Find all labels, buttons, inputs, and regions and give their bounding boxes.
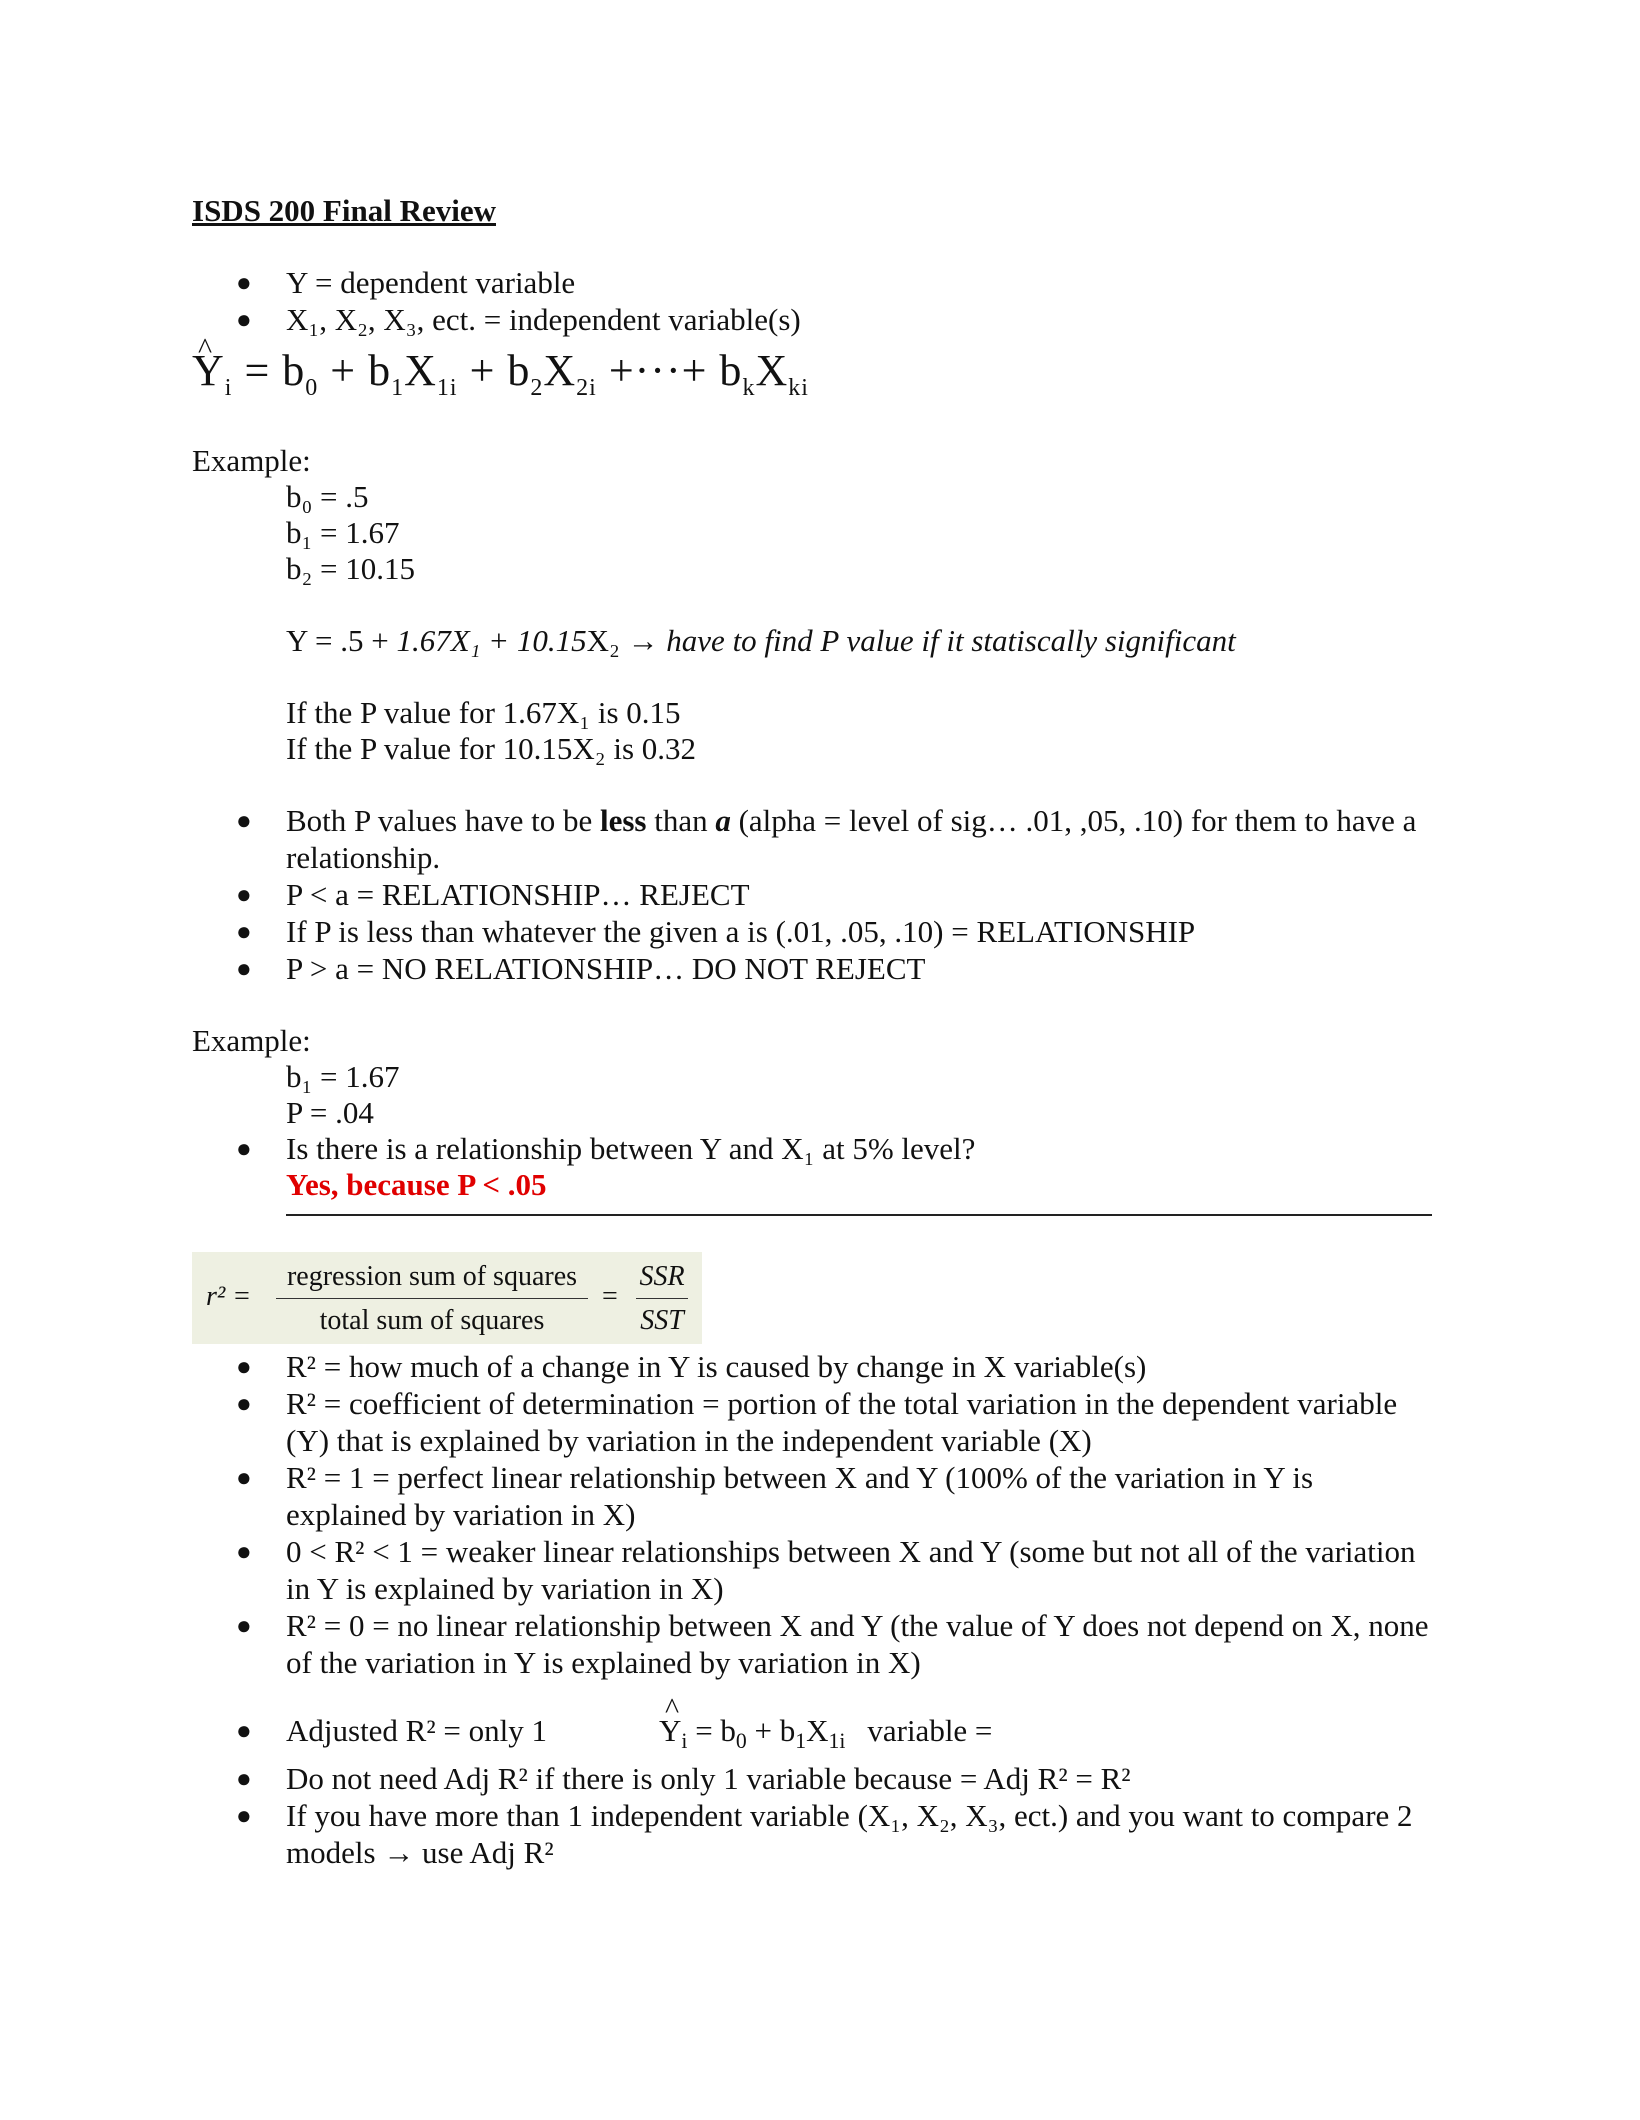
list-item: ● P > a = NO RELATIONSHIP… DO NOT REJECT xyxy=(236,951,926,986)
coefficient-b0: b₀ = .5 xyxy=(286,479,369,514)
bullet-icon: ● xyxy=(236,305,252,334)
bullet-icon: ● xyxy=(236,1537,252,1566)
list-item: ● Y = dependent variable xyxy=(236,265,576,300)
bullet-icon: ● xyxy=(236,954,252,983)
fraction-bar xyxy=(276,1298,588,1299)
example-equation: Y = .5 + 1.67X₁ + 10.15X₂ → have to find P value if it statiscally significant xyxy=(286,623,1236,658)
r-squared-list xyxy=(230,1348,1440,1681)
list-item: ● P < a = RELATIONSHIP… REJECT xyxy=(236,877,750,912)
bullet-icon: ● xyxy=(236,1764,252,1794)
bullet-icon: ● xyxy=(236,1716,252,1745)
p-value: P = .04 xyxy=(286,1095,374,1130)
coefficient-b2: b₂ = 10.15 xyxy=(286,551,416,586)
list-item: ● Is there is a relationship between Y and X₁ at 5% level? xyxy=(236,1131,976,1166)
example-label: Example: xyxy=(192,443,311,478)
r-squared-formula: r² = regression sum of squares total sum of squares = SSR SST xyxy=(192,1252,702,1344)
list-item: ● If you have more than 1 independent variable (X₁, X₂, X₃, ect.) and you want to compare 2 models → use Adj R² xyxy=(236,1798,1413,1871)
list-item: ● Do not need Adj R² if there is only 1 variable because = Adj R² = R² xyxy=(236,1761,1131,1797)
list-item: ● 0 < R² < 1 = weaker linear relationships between X and Y (some but not all of the variation in Y is explained by variation in X) xyxy=(236,1534,1416,1606)
bullet-icon: ● xyxy=(236,1134,252,1163)
adjusted-r-squared-list xyxy=(230,1712,1440,1871)
bullet-icon: ● xyxy=(236,880,252,909)
divider xyxy=(286,1214,1432,1216)
list-item: ● R² = coefficient of determination = portion of the total variation in the dependent variable (Y) that is explained by variation in the independent variable (X) xyxy=(236,1386,1398,1458)
coefficient-b1: b₁ = 1.67 xyxy=(286,1059,400,1094)
list-item: ● Adjusted R² = only 1^ $Y_i = b_0 + b_1X_{1i}$ variable = xyxy=(230,1712,1440,1760)
definitions-list xyxy=(230,264,1480,338)
list-item: ● If P is less than whatever the given a is (.01, .05, .10) = RELATIONSHIP xyxy=(236,914,1196,949)
bullet-icon: ● xyxy=(236,806,252,835)
p-value-rules-list xyxy=(230,802,1426,987)
fraction-bar xyxy=(636,1298,688,1299)
coefficient-b1: b₁ = 1.67 xyxy=(286,515,400,550)
answer-text: Yes, because P < .05 xyxy=(286,1167,547,1202)
arrow-right-icon: → xyxy=(619,623,667,658)
simple-regression-formula: ^ $Y_i = b_0 + b_1X_{1i}$ xyxy=(659,1712,845,1760)
regression-formula: ^ $Y_i = b_0 + b_1X_{1i} + b_2X_{2i}$ +···+ $b_kX_{ki}$ xyxy=(192,346,809,413)
example-label: Example: xyxy=(192,1023,311,1058)
bullet-icon: ● xyxy=(236,1611,252,1640)
bullet-icon: ● xyxy=(236,1463,252,1492)
bullet-icon: ● xyxy=(236,1352,252,1381)
p-value-line: If the P value for 10.15X₂ is 0.32 xyxy=(286,731,697,766)
page-title: ISDS 200 Final Review xyxy=(192,193,496,228)
list-item: ● X₁, X₂, X₃, ect. = independent variable(s) xyxy=(236,302,801,337)
list-item: ● R² = 0 = no linear relationship between X and Y (the value of Y does not depend on X, none of the variation in Y is explained by variation in X) xyxy=(236,1608,1429,1680)
bullet-icon: ● xyxy=(236,1389,252,1418)
p-value-line: If the P value for 1.67X₁ is 0.15 xyxy=(286,695,681,730)
bullet-icon: ● xyxy=(236,268,252,297)
list-item: ● Both P values have to be less than a (alpha = level of sig… .01, ,05, .10) for them to have a relationship. xyxy=(236,803,1417,875)
question-list xyxy=(230,1130,1480,1167)
list-item: ● R² = 1 = perfect linear relationship between X and Y (100% of the variation in Y is explained by variation in X) xyxy=(236,1460,1314,1532)
bullet-icon: ● xyxy=(236,1801,252,1831)
bullet-icon: ● xyxy=(236,917,252,946)
list-item: ● R² = how much of a change in Y is caused by change in X variable(s) xyxy=(236,1349,1147,1384)
